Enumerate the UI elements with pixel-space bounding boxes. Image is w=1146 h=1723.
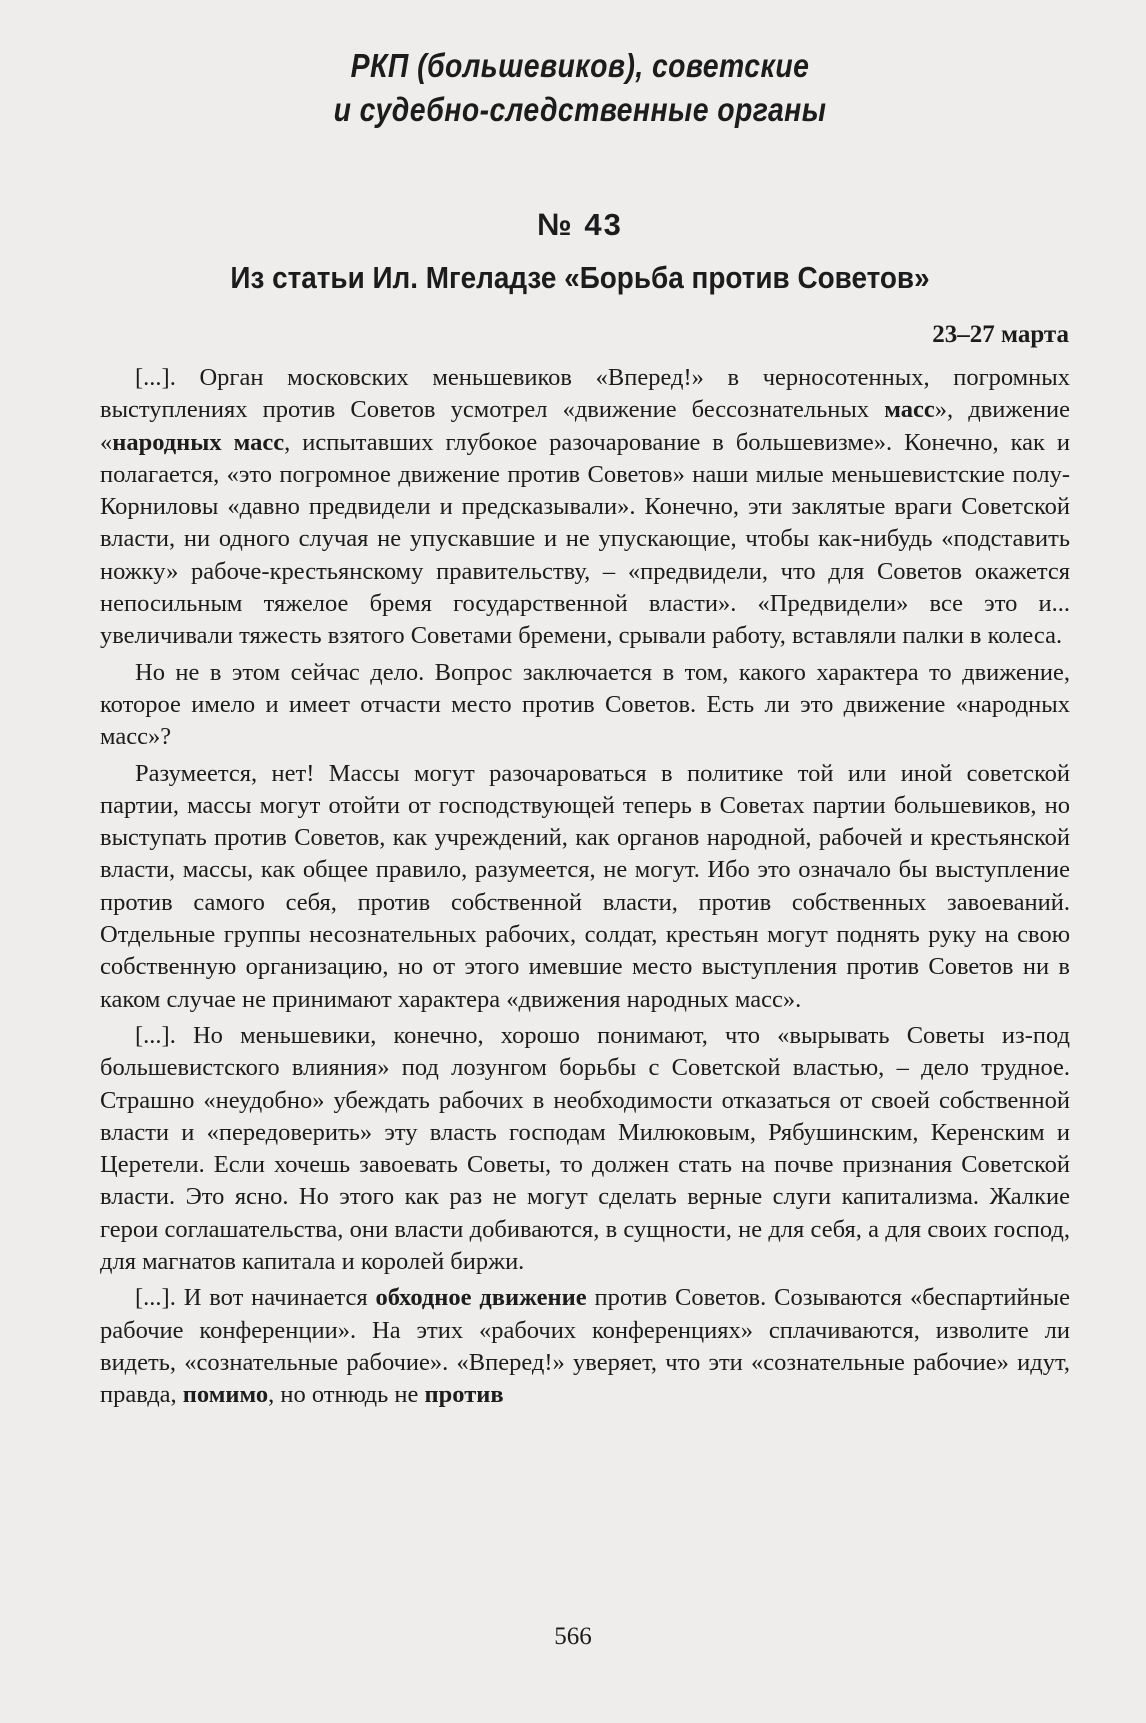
emphasis: помимо: [182, 1381, 269, 1409]
paragraph-4: [...]. Но меньшевики, конечно, хорошо понимают, что «вырывать Советы из-под большевистского влияния» под лозунгом борьбы с Советской властью, – дело трудное. Страшно «неудобно» убеждать рабочих в необходимости отказаться от своей собственной власти и «передоверить» эту власть господам Милюковым, Рябушинским, Керенским и Церетели. Если хочешь завоевать Советы, то должен стать на почве признания Советской власти. Это ясно. Но этого как раз не могут сделать верные слуги капитализма. Жалкие герои соглашательства, они власти добиваются, в сущности, не для себя, а для своих господ, для магнатов капитала и королей биржи.: [100, 1021, 1070, 1276]
section-title-line-2: и судебно-следственные органы: [333, 91, 827, 128]
paragraph-2: Но не в этом сейчас дело. Вопрос заключается в том, какого характера то движение, которое имело и имеет отчасти место против Советов. Есть ли это движение «народных масс»?: [100, 658, 1070, 751]
emphasis: народных масс: [112, 428, 285, 456]
section-title-line-1: РКП (большевиков), советские: [350, 47, 810, 84]
document-date: 23–27 марта: [932, 321, 1069, 348]
emphasis: масс: [884, 396, 935, 424]
article-body: [100, 362, 1070, 1416]
section-title: [167, 44, 993, 132]
page-number: 566: [554, 1623, 592, 1650]
paragraph-5: [...]. И вот начинается обходное движение против Советов. Созываются «беспартийные рабочие конференции». На этих «рабочих конференциях» сплачиваются, изволите ли видеть, «сознательные рабочие». «Вперед!» уверяет, что эти «сознательные рабочие» идут, правда, помимо, но отнюдь не против: [100, 1284, 1070, 1409]
emphasis: против: [424, 1381, 504, 1409]
emphasis: обходное движение: [375, 1284, 587, 1312]
paragraph-3: Разумеется, нет! Массы могут разочароваться в политике той или иной советской партии, массы могут отойти от господствующей теперь в Советах партии большевиков, но выступать против Советов, как учреждений, как органов народной, рабочей и крестьянской власти, массы, как общее правило, разумеется, не могут. Ибо это означало бы выступление против самого себя, против собственной власти, против собственных завоеваний. Отдельные группы несознательных рабочих, солдат, крестьян могут поднять руку на свою собственную организацию, но от этого имевшие место выступления против Советов ни в каком случае не принимают характера «движения народных масс».: [100, 759, 1070, 1013]
document-number: № 43: [537, 207, 623, 242]
document-title: Из статьи Ил. Мгеладзе «Борьба против Советов»: [230, 260, 930, 295]
paragraph-1: [...]. Орган московских меньшевиков «Вперед!» в черносотенных, погромных выступлениях против Советов усмотрел «движение бессознательных масс», движение «народных масс, испытавших глубокое разочарование в большевизме». Конечно, как и полагается, «это погромное движение против Советов» наши милые меньшевистские полу-Корниловы «давно предвидели и предсказывали». Конечно, эти заклятые враги Советской власти, ни одного случая не упускавшие и не упускающие, чтобы как-нибудь «подставить ножку» рабоче-крестьянскому правительству, – «предвидели, что для Советов окажется непосильным тяжелое бремя государственной власти». «Предвидели» все это и... увеличивали тяжесть взятого Советами бремени, срывали работу, вставляли палки в колеса.: [100, 364, 1070, 650]
